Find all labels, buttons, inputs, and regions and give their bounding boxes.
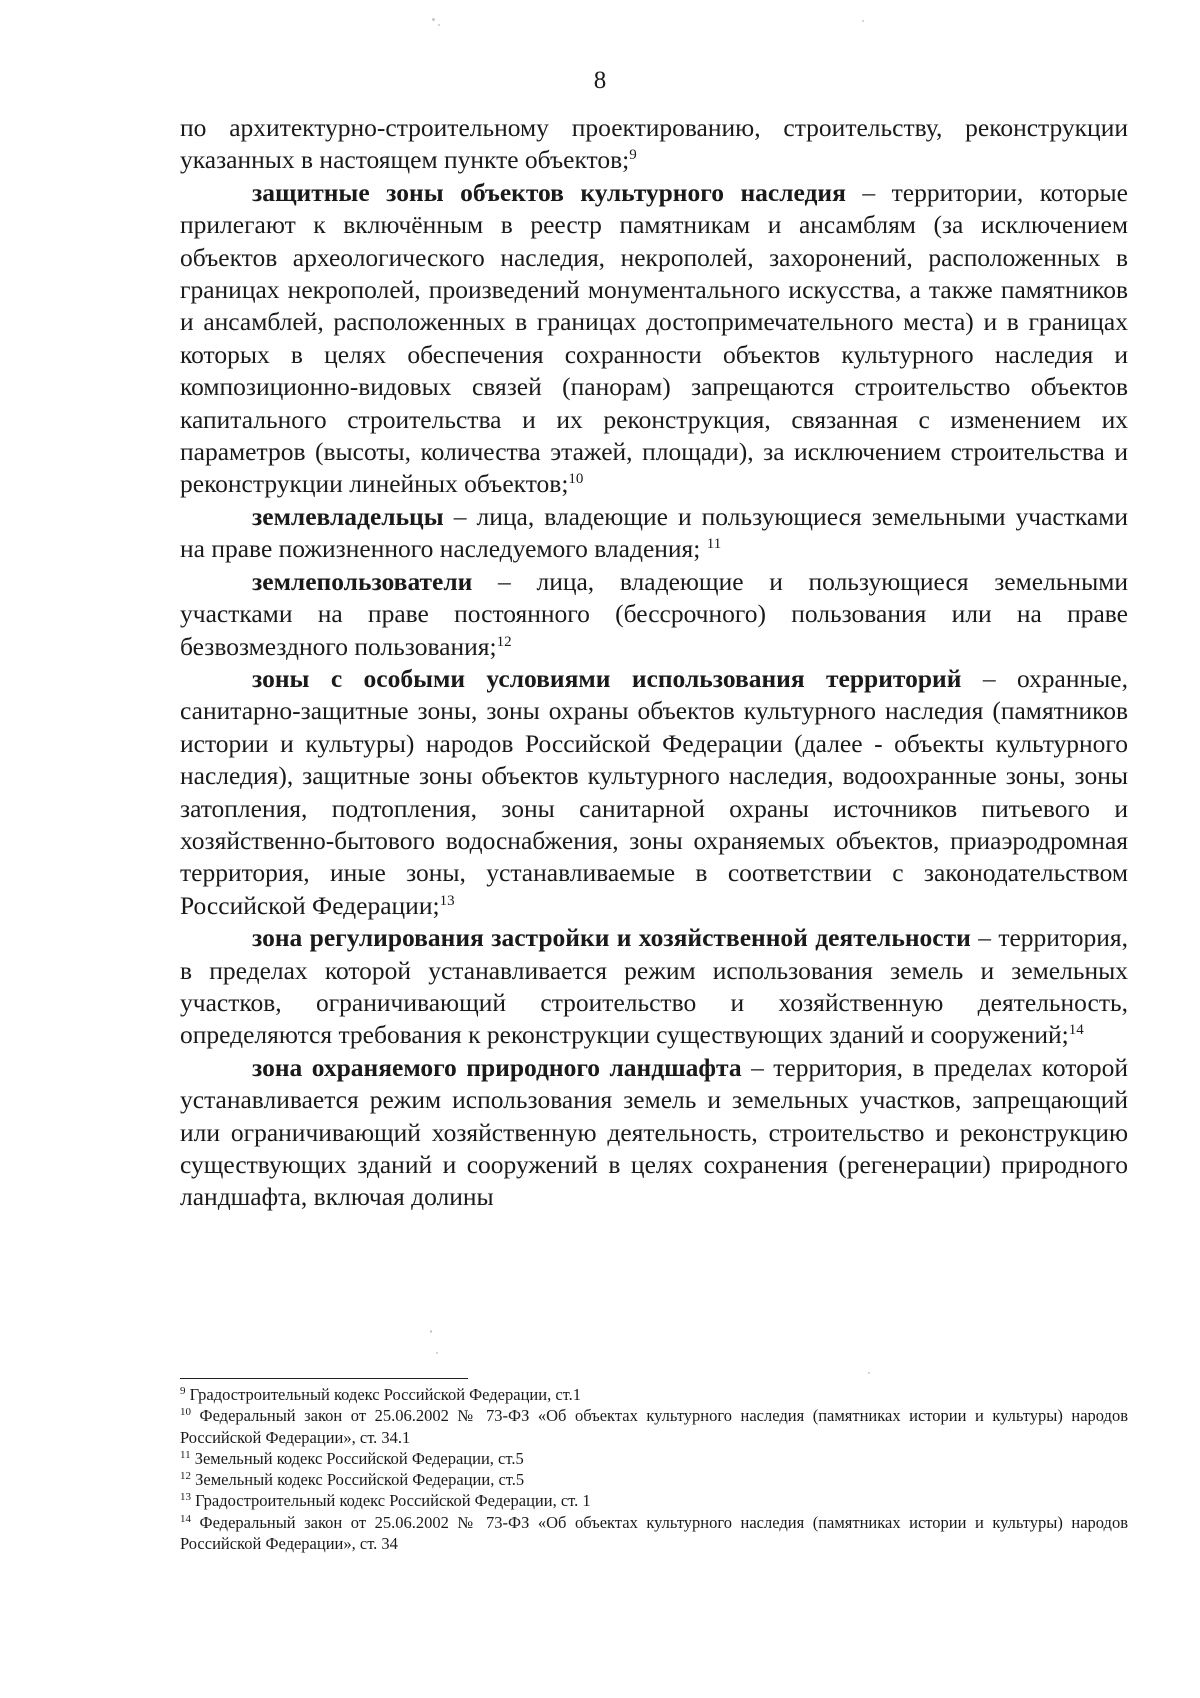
paragraph-text: – лица, владеющие и пользующиеся земельными участками на праве постоянного (бессрочного) пользования или на праве безвозмездного пользования; <box>180 566 1128 661</box>
definition-paragraph <box>180 1052 1128 1214</box>
definition-paragraph <box>180 922 1128 1052</box>
footnote <box>180 1448 1128 1469</box>
definition-paragraph <box>180 177 1128 501</box>
scan-speck <box>436 1352 438 1354</box>
scan-speck <box>430 1330 432 1333</box>
scan-speck <box>438 24 440 26</box>
footnote-text: Земельный кодекс Российской Федерации, ст.5 <box>191 1470 525 1490</box>
footnote-text: Федеральный закон от 25.06.2002 № 73-ФЗ «Об объектах культурного наследия (памятниках истории и культуры) народов Российской Федерации», ст. 34 <box>180 1512 1128 1554</box>
paragraph-continuation <box>180 112 1128 177</box>
scan-speck <box>868 1372 870 1374</box>
footnote <box>180 1469 1128 1490</box>
defined-term: землевладельцы <box>252 501 444 531</box>
defined-term: землепользователи <box>252 566 473 596</box>
definition-paragraph <box>180 566 1128 663</box>
footnote-ref: 14 <box>1068 1022 1084 1039</box>
paragraph-text: – территория, в пределах которой устанавливается режим использования земель и земельных участков, запрещающий или ограничивающий хозяйственную деятельность, строительство и реконструкцию существующих зданий и сооружений в целях сохранения (регенерации) природного ландшафта, включая долины <box>180 1052 1128 1212</box>
footnote-ref: 9 <box>629 147 637 164</box>
footnote <box>180 1512 1128 1555</box>
footnote-number: 11 <box>180 1448 191 1461</box>
footnote <box>180 1384 1128 1405</box>
footnote-ref: 12 <box>496 633 512 650</box>
footnote-number: 9 <box>180 1385 186 1397</box>
footnote-number: 13 <box>180 1491 191 1504</box>
footnote-text: Земельный кодекс Российской Федерации, ст.5 <box>190 1448 524 1468</box>
page-number: 8 <box>593 67 607 94</box>
paragraph-text: – территория, в пределах которой устанавливается режим использования земель и земельных участков, ограничивающий строительство и хозяйственную деятельность, определяются требования к реконструкции существующих зданий и сооружений; <box>180 923 1128 1050</box>
paragraph-text: по архитектурно-строительному проектированию, строительству, реконструкции указанных в настоящем пункте объектов; <box>180 113 1128 175</box>
paragraph-text: – лица, владеющие и пользующиеся земельными участками на праве пожизненного наследуемого владения; <box>180 501 1128 564</box>
defined-term: защитные зоны объектов культурного наследия <box>252 177 846 207</box>
defined-term: зона регулирования застройки и хозяйственной деятельности <box>252 923 971 953</box>
footnote-separator <box>180 1378 468 1379</box>
footnotes <box>180 1384 1128 1554</box>
scan-speck <box>862 20 864 22</box>
footnote-number: 10 <box>180 1406 191 1419</box>
footnote-ref: 13 <box>439 892 455 909</box>
footnote-text: Федеральный закон от 25.06.2002 № 73-ФЗ «Об объектах культурного наследия (памятниках истории и культуры) народов Российской Федерации», ст. 34.1 <box>180 1406 1128 1447</box>
footnote-number: 14 <box>180 1512 191 1525</box>
footnote <box>180 1405 1128 1448</box>
paragraph-text: – охранные, санитарно-защитные зоны, зоны охраны объектов культурного наследия (памятников истории и культуры) народов Российской Федерации (далее - объекты культурного наследия), защитные зоны объектов культурного наследия, водоохранные зоны, зоны затопления, подтопления, зоны санитарной охраны источников питьевого и хозяйственно-бытового водоснабжения, зоны охраняемых объектов, приаэродромная территория, иные зоны, устанавливаемые в соответствии с законодательством Российской Федерации; <box>180 663 1128 920</box>
definition-paragraph <box>180 663 1128 922</box>
document-body <box>180 112 1128 1214</box>
definition-paragraph <box>180 501 1128 566</box>
scan-speck <box>432 18 435 21</box>
footnote-number: 12 <box>180 1470 191 1483</box>
defined-term: зона охраняемого природного ландшафта <box>252 1052 742 1082</box>
defined-term: зоны с особыми условиями использования территорий <box>252 663 962 693</box>
paragraph-text: – территории, которые прилегают к включённым в реестр памятникам и ансамблям (за исключением объектов археологического наследия, некрополей, захоронений, расположенных в границах некрополей, произведений монументального искусства, а также памятников и ансамблей, расположенных в границах достопримечательного места) и в границах которых в целях обеспечения сохранности объектов культурного наследия и композиционно-видовых связей (панорам) запрещаются строительство объектов капитального строительства и их реконструкция, связанная с изменением их параметров (высоты, количества этажей, площади), за исключением строительства и реконструкции линейных объектов; <box>180 177 1128 499</box>
footnote-text: Градостроительный кодекс Российской Федерации, ст. 1 <box>191 1491 591 1511</box>
footnote-text: Градостроительный кодекс Российской Федерации, ст.1 <box>185 1385 581 1404</box>
footnote <box>180 1490 1128 1511</box>
footnote-ref: 11 <box>706 536 722 553</box>
footnote-ref: 10 <box>568 471 584 488</box>
